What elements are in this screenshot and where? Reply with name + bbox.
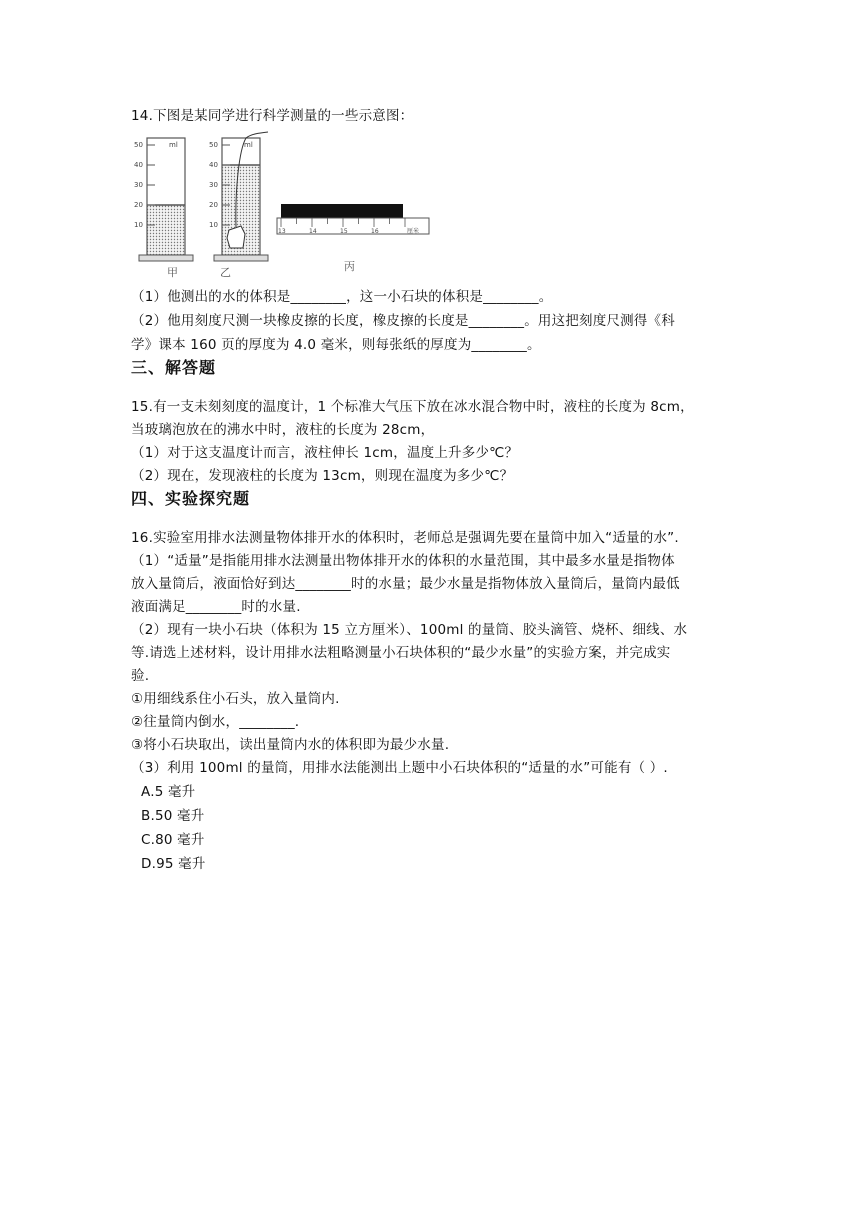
q14-part2-line1: （2）他用刻度尺测一块橡皮擦的长度，橡皮擦的长度是________。用这把刻度尺测得《科 — [131, 313, 675, 329]
cyl-b-tick-50: 50 — [209, 141, 218, 149]
cyl-a-tick-50: 50 — [134, 141, 143, 149]
cyl-a-tick-40: 40 — [134, 161, 143, 169]
q14-part1: （1）他测出的水的体积是________，这一小石块的体积是________。 — [131, 289, 553, 305]
q16-part3: （3）利用 100ml 的量筒，用排水法能测出上题中小石块体积的“适量的水”可能有（ ）. — [131, 760, 668, 776]
cyl-b-tick-20: 20 — [209, 201, 218, 209]
cyl-a-tick-30: 30 — [134, 181, 143, 189]
q16-part1-line3: 液面满足________时的水量. — [131, 599, 301, 615]
q16-step3: ③将小石块取出，读出量筒内水的体积即为最少水量. — [131, 737, 450, 753]
q14-part2-line2: 学》课本 160 页的厚度为 4.0 毫米，则每张纸的厚度为________。 — [131, 337, 541, 353]
option-b: B.50 毫升 — [141, 808, 205, 824]
cyl-b-unit: ml — [244, 141, 253, 149]
ruler-tick-13: 13 — [278, 228, 286, 235]
measurement-illustration — [131, 130, 431, 280]
cyl-a-tick-20: 20 — [134, 201, 143, 209]
q16-step1: ①用细线系住小石头，放入量筒内. — [131, 691, 340, 707]
q14-title: 14.下图是某同学进行科学测量的一些示意图： — [131, 108, 414, 124]
ruler-unit: 厘米 — [407, 228, 420, 235]
q15-part2: （2）现在，发现液柱的长度为 13cm，则现在温度为多少℃？ — [131, 468, 514, 484]
ruler-tick-15: 15 — [340, 228, 348, 235]
cylinder-a — [139, 138, 193, 261]
q15-line1: 15.有一支未刻刻度的温度计，1 个标准大气压下放在冰水混合物中时，液柱的长度为 8cm， — [131, 399, 694, 415]
q16-part1-line2: 放入量筒后，液面恰好到达________时的水量；最少水量是指物体放入量筒后，量筒内最低 — [131, 576, 680, 592]
q16-step2: ②往量筒内倒水，________. — [131, 714, 300, 730]
label-jia: 甲 — [167, 266, 178, 279]
q16-part2-line2: 等.请选上述材料，设计用排水法粗略测量小石块体积的“最少水量”的实验方案，并完成实 — [131, 645, 671, 661]
label-yi: 乙 — [220, 266, 231, 279]
q15-part1: （1）对于这支温度计而言，液柱伸长 1cm，温度上升多少℃？ — [131, 445, 519, 461]
ruler-tick-14: 14 — [309, 228, 317, 235]
q16-part1-line1: （1）“适量”是指能用排水法测量出物体排开水的体积的水量范围，其中最多水量是指物体 — [131, 553, 675, 569]
cyl-b-tick-10: 10 — [209, 221, 218, 229]
q16-line1: 16.实验室用排水法测量物体排开水的体积时，老师总是强调先要在量筒中加入“适量的水”. — [131, 530, 679, 546]
cyl-a-tick-10: 10 — [134, 221, 143, 229]
section4-heading: 四、实验探究题 — [131, 489, 251, 508]
cyl-b-tick-30: 30 — [209, 181, 218, 189]
label-bing: 丙 — [344, 260, 355, 273]
q15-line2: 当玻璃泡放在的沸水中时，液柱的长度为 28cm， — [131, 422, 435, 438]
cyl-b-tick-40: 40 — [209, 161, 218, 169]
option-a: A.5 毫升 — [141, 784, 196, 800]
option-c: C.80 毫升 — [141, 832, 205, 848]
ruler-tick-16: 16 — [371, 228, 379, 235]
q14-figure — [131, 130, 431, 280]
q16-part2-line3: 验. — [131, 668, 150, 684]
q16-part2-line1: （2）现有一块小石块（体积为 15 立方厘米）、100ml 的量筒、胶头滴管、烧杯、细线、水 — [131, 622, 688, 638]
section3-heading: 三、解答题 — [131, 358, 217, 377]
cyl-a-unit: ml — [169, 141, 178, 149]
option-d: D.95 毫升 — [141, 856, 206, 872]
cylinder-b — [214, 132, 268, 261]
